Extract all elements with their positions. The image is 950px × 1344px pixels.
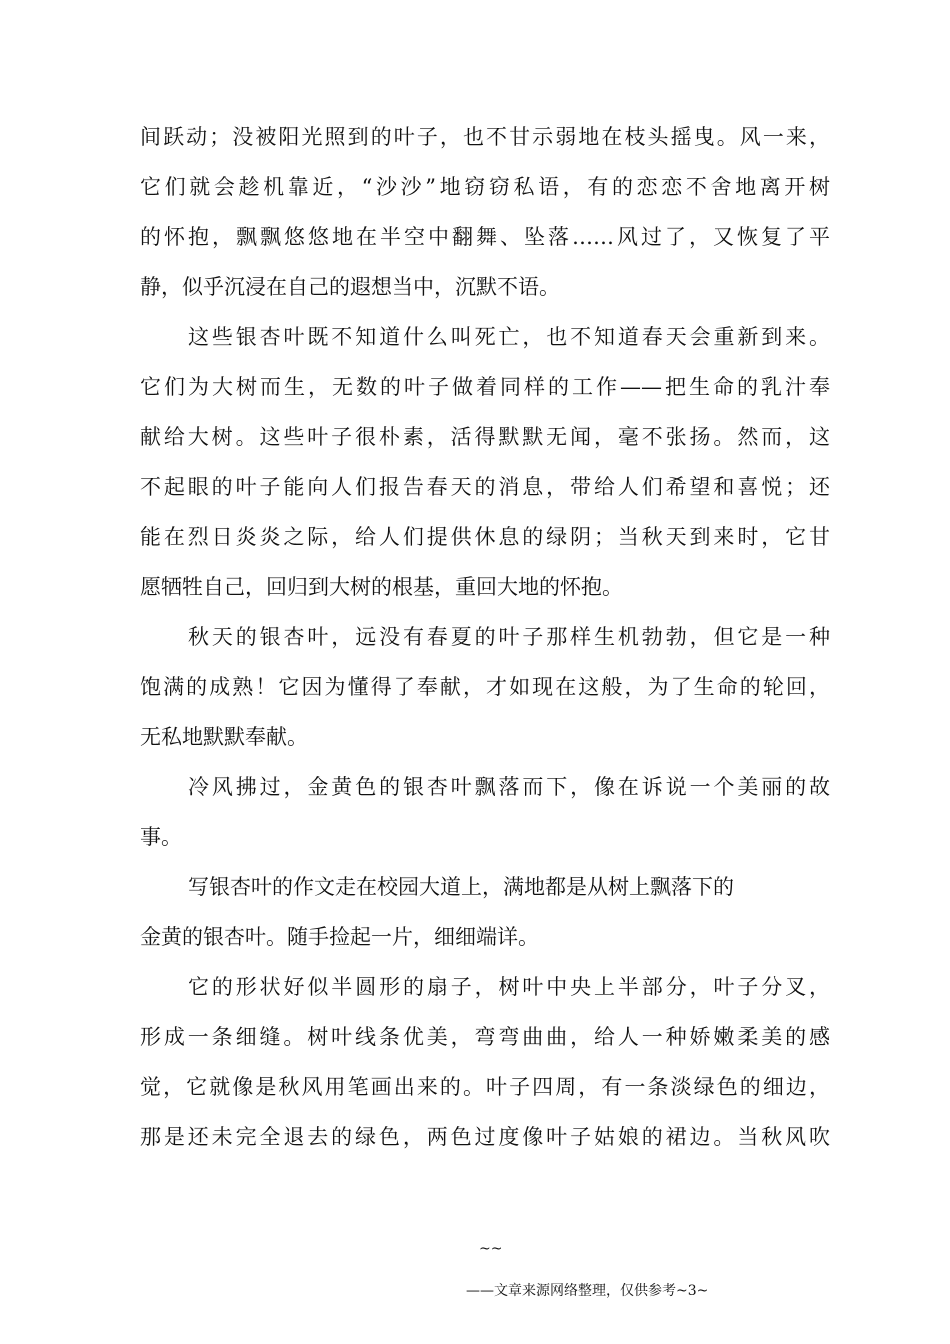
paragraph-2-line-5: 能在烈日炎炎之际，给人们提供休息的绿阴；当秋天到来时，它甘 bbox=[140, 525, 830, 549]
paragraph-6-line-3: 觉，它就像是秋风用笔画出来的。叶子四周，有一条淡绿色的细边， bbox=[140, 1075, 830, 1099]
paragraph-2-line-2: 它们为大树而生，无数的叶子做着同样的工作——把生命的乳汁奉 bbox=[140, 375, 830, 399]
paragraph-1-line-4: 静，似乎沉浸在自己的遐想当中，沉默不语。 bbox=[140, 275, 560, 299]
paragraph-1-line-1: 间跃动；没被阳光照到的叶子，也不甘示弱地在枝头摇曳。风一来， bbox=[140, 125, 830, 149]
paragraph-6-line-2: 形成一条细缝。树叶线条优美，弯弯曲曲，给人一种娇嫩柔美的感 bbox=[140, 1025, 830, 1049]
paragraph-2-line-6: 愿牺牲自己，回归到大树的根基，重回大地的怀抱。 bbox=[140, 575, 623, 599]
paragraph-2-line-1: 这些银杏叶既不知道什么叫死亡，也不知道春天会重新到来。 bbox=[188, 325, 830, 349]
paragraph-6-line-1: 它的形状好似半圆形的扇子，树叶中央上半部分，叶子分叉， bbox=[188, 975, 830, 999]
footer-source-note: ——文章来源网络整理，仅供参考~3~ bbox=[466, 1283, 709, 1299]
paragraph-3-line-3: 无私地默默奉献。 bbox=[140, 725, 308, 749]
paragraph-4-line-2: 事。 bbox=[140, 825, 182, 849]
paragraph-2-line-3: 献给大树。这些叶子很朴素，活得默默无闻，毫不张扬。然而，这 bbox=[140, 425, 830, 449]
paragraph-5-line-1: 写银杏叶的作文走在校园大道上，满地都是从树上飘落下的 bbox=[188, 875, 734, 899]
paragraph-4-line-1: 冷风拂过，金黄色的银杏叶飘落而下，像在诉说一个美丽的故 bbox=[188, 775, 830, 799]
paragraph-5-line-2: 金黄的银杏叶。随手捡起一片，细细端详。 bbox=[140, 925, 539, 949]
paragraph-1-line-2: 它们就会趁机靠近，“沙沙”地窃窃私语，有的恋恋不舍地离开树 bbox=[140, 175, 830, 199]
footer-page-mark: ~~ bbox=[479, 1241, 503, 1257]
paragraph-1-line-3: 的怀抱，飘飘悠悠地在半空中翻舞、坠落……风过了，又恢复了平 bbox=[140, 225, 830, 249]
paragraph-3-line-2: 饱满的成熟！它因为懂得了奉献，才如现在这般，为了生命的轮回， bbox=[140, 675, 830, 699]
paragraph-6-line-4: 那是还未完全退去的绿色，两色过度像叶子姑娘的裙边。当秋风吹 bbox=[140, 1125, 830, 1149]
paragraph-2-line-4: 不起眼的叶子能向人们报告春天的消息，带给人们希望和喜悦；还 bbox=[140, 475, 830, 499]
paragraph-3-line-1: 秋天的银杏叶，远没有春夏的叶子那样生机勃勃，但它是一种 bbox=[188, 625, 830, 649]
